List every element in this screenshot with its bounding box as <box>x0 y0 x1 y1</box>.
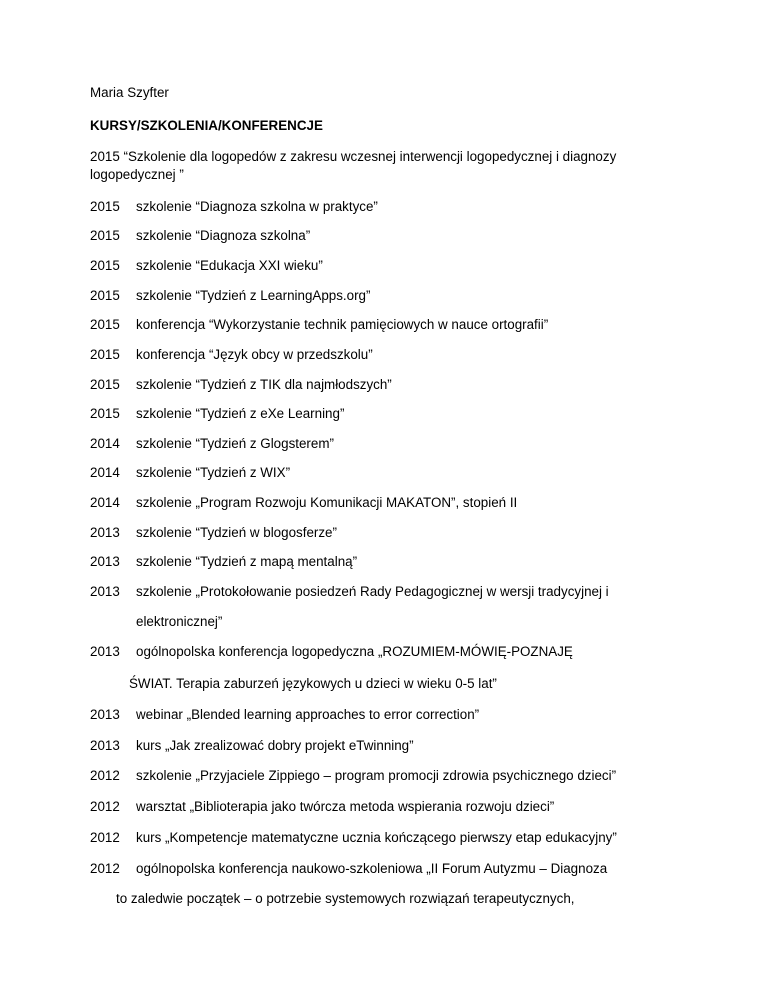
entry-text: konferencja “Wykorzystanie technik pamięciowych w nauce ortografii” <box>136 317 549 332</box>
entry-text-continued: elektronicznej” <box>136 614 223 629</box>
entry-text: szkolenie „Protokołowanie posiedzeń Rady Pedagogicznej w wersji tradycyjnej i <box>136 584 609 599</box>
entry-text: ogólnopolska konferencja logopedyczna „ROZUMIEM-MÓWIĘ-POZNAJĘ <box>136 644 573 659</box>
entry-text: szkolenie “Tydzień z eXe Learning” <box>136 406 345 421</box>
entry-year: 2013 <box>90 584 120 599</box>
entry-year: 2012 <box>90 861 120 876</box>
entry-text: szkolenie „Program Rozwoju Komunikacji MAKATON”, stopień II <box>136 495 518 510</box>
entry-text: szkolenie “Diagnoza szkolna” <box>136 228 311 243</box>
entry-year: 2015 <box>90 288 120 303</box>
intro-line-2: logopedycznej ” <box>90 167 184 182</box>
entry-text: szkolenie “Tydzień w blogosferze” <box>136 525 337 540</box>
author-name: Maria Szyfter <box>90 85 169 100</box>
entry-year: 2012 <box>90 799 120 814</box>
entry-text: szkolenie “Edukacja XXI wieku” <box>136 258 323 273</box>
entry-text-continued: to zaledwie początek – o potrzebie systemowych rozwiązań terapeutycznych, <box>116 891 575 906</box>
entry-text: szkolenie “Tydzień z LearningApps.org” <box>136 288 371 303</box>
entry-year: 2015 <box>90 228 120 243</box>
entry-text: szkolenie “Diagnoza szkolna w praktyce” <box>136 199 378 214</box>
entry-year: 2015 <box>90 317 120 332</box>
entry-year: 2015 <box>90 377 120 392</box>
entry-text: szkolenie “Tydzień z TIK dla najmłodszych” <box>136 377 392 392</box>
entry-year: 2013 <box>90 554 120 569</box>
entry-text: szkolenie „Przyjaciele Zippiego – program promocji zdrowia psychicznego dzieci” <box>136 768 617 783</box>
entry-text: szkolenie “Tydzień z Glogsterem” <box>136 436 334 451</box>
entry-text: kurs „Kompetencje matematyczne ucznia kończącego pierwszy etap edukacyjny” <box>136 830 617 845</box>
entry-year: 2012 <box>90 768 120 783</box>
entry-text: szkolenie “Tydzień z mapą mentalną” <box>136 554 358 569</box>
entry-year: 2013 <box>90 525 120 540</box>
entry-text: webinar „Blended learning approaches to error correction” <box>136 707 480 722</box>
entry-year: 2014 <box>90 495 120 510</box>
entry-text: szkolenie “Tydzień z WIX” <box>136 465 291 480</box>
entry-text: ogólnopolska konferencja naukowo-szkoleniowa „II Forum Autyzmu – Diagnoza <box>136 861 608 876</box>
intro-line-1: 2015 “Szkolenie dla logopedów z zakresu wczesnej interwencji logopedycznej i diagnozy <box>90 149 617 164</box>
entry-year: 2014 <box>90 465 120 480</box>
entry-year: 2013 <box>90 738 120 753</box>
entry-text: konferencja “Język obcy w przedszkolu” <box>136 347 373 362</box>
entry-year: 2015 <box>90 406 120 421</box>
entry-year: 2014 <box>90 436 120 451</box>
entry-text: kurs „Jak zrealizować dobry projekt eTwinning” <box>136 738 414 753</box>
entry-text: warsztat „Biblioterapia jako twórcza metoda wspierania rozwoju dzieci” <box>136 799 555 814</box>
entry-year: 2015 <box>90 258 120 273</box>
entry-year: 2012 <box>90 830 120 845</box>
entry-year: 2015 <box>90 347 120 362</box>
entry-year: 2015 <box>90 199 120 214</box>
section-heading: KURSY/SZKOLENIA/KONFERENCJE <box>90 118 323 133</box>
entry-year: 2013 <box>90 644 120 659</box>
entry-text-continued: ŚWIAT. Terapia zaburzeń językowych u dzieci w wieku 0-5 lat” <box>129 676 497 691</box>
entry-year: 2013 <box>90 707 120 722</box>
